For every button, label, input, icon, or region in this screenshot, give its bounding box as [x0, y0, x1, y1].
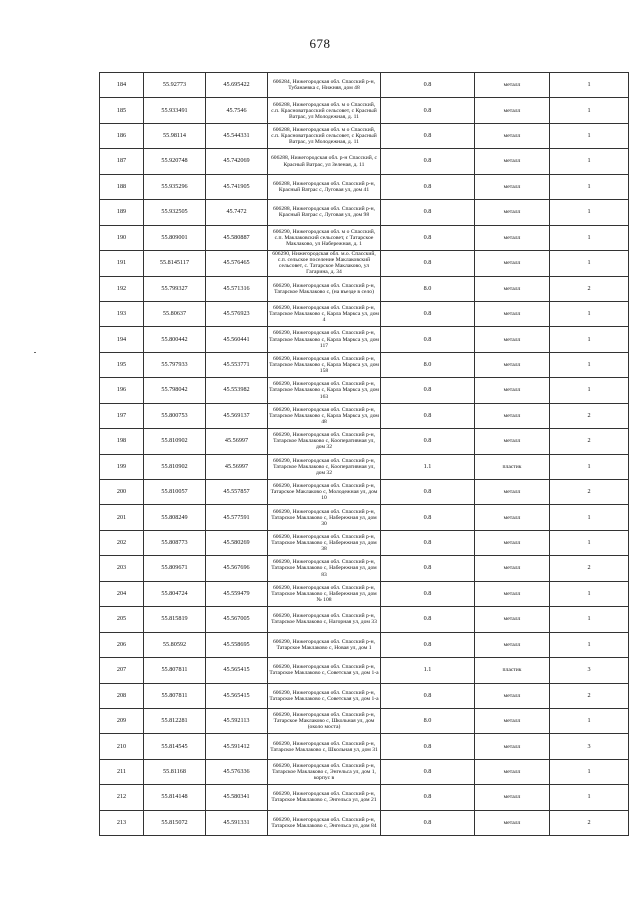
count-cell: 2 [550, 480, 629, 505]
table-row [100, 505, 629, 530]
longitude-cell: 45.580887 [206, 225, 268, 250]
count-cell: 1 [550, 785, 629, 810]
table-row [100, 454, 629, 479]
table-row [100, 200, 629, 225]
volume-cell: 0.8 [381, 683, 475, 708]
row-number-cell: 185 [100, 98, 144, 123]
row-number-cell: 193 [100, 301, 144, 326]
material-cell: металл [475, 276, 550, 301]
row-number-cell: 206 [100, 632, 144, 657]
longitude-cell: 45.553982 [206, 378, 268, 403]
table-row [100, 98, 629, 123]
row-number-cell: 187 [100, 149, 144, 174]
address-cell: 606290, Нижегородская обл. Спасский р-н, Татарское Маклаково с, Школьная ул, дом (около моста) [268, 708, 381, 733]
table-row [100, 734, 629, 759]
volume-cell: 0.8 [381, 556, 475, 581]
table-row [100, 123, 629, 148]
longitude-cell: 45.577591 [206, 505, 268, 530]
address-cell: 606288, Нижегородская обл. Спасский р-н, Красный Ватрас с, Луговая ул, дом 41 [268, 174, 381, 199]
longitude-cell: 45.565415 [206, 658, 268, 683]
material-cell: металл [475, 403, 550, 428]
table-row [100, 683, 629, 708]
table-row [100, 327, 629, 352]
material-cell: металл [475, 734, 550, 759]
volume-cell: 0.8 [381, 174, 475, 199]
volume-cell: 8.0 [381, 276, 475, 301]
row-number-cell: 211 [100, 759, 144, 784]
row-number-cell: 195 [100, 352, 144, 377]
material-cell: металл [475, 174, 550, 199]
count-cell: 1 [550, 251, 629, 276]
count-cell: 1 [550, 200, 629, 225]
row-number-cell: 191 [100, 251, 144, 276]
count-cell: 1 [550, 607, 629, 632]
table-row [100, 632, 629, 657]
address-cell: 606288, Нижегородская обл. м о Спасский, с.п. Красноватрасский сельсовет, с Красный Ватрас, ул Молодежная, д. 11 [268, 98, 381, 123]
volume-cell: 0.8 [381, 480, 475, 505]
volume-cell: 0.8 [381, 581, 475, 606]
material-cell: пластик [475, 454, 550, 479]
material-cell: металл [475, 225, 550, 250]
page-number: 678 [309, 36, 331, 51]
latitude-cell: 55.81168 [144, 759, 206, 784]
row-number-cell: 200 [100, 480, 144, 505]
address-cell: 606290, Нижегородская обл. м.о. Спасский, с.п. сельское поселение Маклаковский сельсовет, с. Татарское Маклаково, ул Гагарина, д. 34 [268, 251, 381, 276]
latitude-cell: 55.815072 [144, 810, 206, 835]
material-cell: пластик [475, 658, 550, 683]
volume-cell: 0.8 [381, 810, 475, 835]
count-cell: 2 [550, 683, 629, 708]
count-cell: 3 [550, 734, 629, 759]
latitude-cell: 55.810902 [144, 429, 206, 454]
volume-cell: 8.0 [381, 708, 475, 733]
table-row [100, 530, 629, 555]
latitude-cell: 55.807811 [144, 683, 206, 708]
material-cell: металл [475, 429, 550, 454]
address-cell: 606290, Нижегородская обл. Спасский р-н, Татарское Маклаково с, Молодежная ул, дом 10 [268, 480, 381, 505]
volume-cell: 0.8 [381, 759, 475, 784]
count-cell: 1 [550, 530, 629, 555]
latitude-cell: 55.80637 [144, 301, 206, 326]
address-cell: 606290, Нижегородская обл. Спасский р-н, Татарское Маклаково с, Энгельса ул, дом 21 [268, 785, 381, 810]
material-cell: металл [475, 759, 550, 784]
material-cell: металл [475, 352, 550, 377]
latitude-cell: 55.797933 [144, 352, 206, 377]
latitude-cell: 55.799327 [144, 276, 206, 301]
longitude-cell: 45.580269 [206, 530, 268, 555]
longitude-cell: 45.576923 [206, 301, 268, 326]
longitude-cell: 45.553771 [206, 352, 268, 377]
latitude-cell: 55.810057 [144, 480, 206, 505]
material-cell: металл [475, 530, 550, 555]
address-cell: 606290, Нижегородская обл. Спасский р-н, Татарское Маклаково с, Карла Маркса ул, дом 158 [268, 352, 381, 377]
count-cell: 2 [550, 403, 629, 428]
address-cell: 606290, Нижегородская обл. Спасский р-н, Татарское Маклаково с, Карла Маркса ул, дом 48 [268, 403, 381, 428]
volume-cell: 0.8 [381, 429, 475, 454]
material-cell: металл [475, 556, 550, 581]
longitude-cell: 45.567696 [206, 556, 268, 581]
volume-cell: 0.8 [381, 251, 475, 276]
count-cell: 1 [550, 149, 629, 174]
longitude-cell: 45.544331 [206, 123, 268, 148]
address-cell: 606290, Нижегородская обл. Спасский р-н, Татарское Маклаково с, Карла Маркса ул, дом 163 [268, 378, 381, 403]
address-cell: 606290, Нижегородская обл. Спасский р-н, Татарское Маклаково с, Кооперативная ул, дом 32 [268, 454, 381, 479]
count-cell: 1 [550, 123, 629, 148]
longitude-cell: 45.567005 [206, 607, 268, 632]
latitude-cell: 55.8145117 [144, 251, 206, 276]
address-cell: 606290, Нижегородская обл. Спасский р-н, Татарское Маклаково с, Набережная ул, дом 30 [268, 505, 381, 530]
material-cell: металл [475, 810, 550, 835]
longitude-cell: 45.569137 [206, 403, 268, 428]
longitude-cell: 45.576336 [206, 759, 268, 784]
row-number-cell: 202 [100, 530, 144, 555]
latitude-cell: 55.815819 [144, 607, 206, 632]
volume-cell: 0.8 [381, 327, 475, 352]
row-number-cell: 186 [100, 123, 144, 148]
volume-cell: 0.8 [381, 225, 475, 250]
longitude-cell: 45.571316 [206, 276, 268, 301]
latitude-cell: 55.804724 [144, 581, 206, 606]
container-sites-table [99, 72, 629, 836]
count-cell: 3 [550, 658, 629, 683]
count-cell: 2 [550, 556, 629, 581]
address-cell: 606290, Нижегородская обл. Спасский р-н, Татарское Маклаково с, Новая ул, дом 1 [268, 632, 381, 657]
longitude-cell: 45.591412 [206, 734, 268, 759]
address-cell: 606288, Нижегородская обл. Спасский р-н, Красный Ватрас с, Луговая ул, дом 98 [268, 200, 381, 225]
table-row [100, 301, 629, 326]
row-number-cell: 189 [100, 200, 144, 225]
table-row [100, 352, 629, 377]
longitude-cell: 45.558695 [206, 632, 268, 657]
material-cell: металл [475, 683, 550, 708]
material-cell: металл [475, 607, 550, 632]
row-number-cell: 213 [100, 810, 144, 835]
row-number-cell: 192 [100, 276, 144, 301]
row-number-cell: 210 [100, 734, 144, 759]
volume-cell: 8.0 [381, 352, 475, 377]
latitude-cell: 55.92773 [144, 73, 206, 98]
row-number-cell: 188 [100, 174, 144, 199]
volume-cell: 1.1 [381, 454, 475, 479]
address-cell: 606288, Нижегородская обл. м о Спасский, с.п. Красноватрасский сельсовет, с Красный Ватрас, ул Молодежная, д. 11 [268, 123, 381, 148]
material-cell: металл [475, 149, 550, 174]
volume-cell: 0.8 [381, 378, 475, 403]
latitude-cell: 55.800753 [144, 403, 206, 428]
longitude-cell: 45.576465 [206, 251, 268, 276]
table-body [100, 73, 629, 836]
latitude-cell: 55.798042 [144, 378, 206, 403]
table-row [100, 480, 629, 505]
volume-cell: 0.8 [381, 505, 475, 530]
volume-cell: 1.1 [381, 658, 475, 683]
row-number-cell: 204 [100, 581, 144, 606]
count-cell: 1 [550, 708, 629, 733]
latitude-cell: 55.809001 [144, 225, 206, 250]
count-cell: 1 [550, 301, 629, 326]
volume-cell: 0.8 [381, 98, 475, 123]
material-cell: металл [475, 251, 550, 276]
count-cell: 1 [550, 225, 629, 250]
address-cell: 606290, Нижегородская обл. Спасский р-н, Татарское Маклаково с, (на въезде в село) [268, 276, 381, 301]
latitude-cell: 55.807811 [144, 658, 206, 683]
latitude-cell: 55.810902 [144, 454, 206, 479]
longitude-cell: 45.56997 [206, 429, 268, 454]
latitude-cell: 55.808249 [144, 505, 206, 530]
address-cell: 606290, Нижегородская обл. Спасский р-н, Татарское Маклаково с, Энгельса ул, дом 1, корпус в [268, 759, 381, 784]
volume-cell: 0.8 [381, 73, 475, 98]
table-row [100, 810, 629, 835]
longitude-cell: 45.7546 [206, 98, 268, 123]
latitude-cell: 55.809671 [144, 556, 206, 581]
material-cell: металл [475, 378, 550, 403]
count-cell: 1 [550, 632, 629, 657]
table-row [100, 581, 629, 606]
table-row [100, 785, 629, 810]
row-number-cell: 212 [100, 785, 144, 810]
address-cell: 606290, Нижегородская обл. Спасский р-н, Татарское Маклаково с, Набережная ул, дом 83 [268, 556, 381, 581]
latitude-cell: 55.814148 [144, 785, 206, 810]
material-cell: металл [475, 480, 550, 505]
table-row [100, 251, 629, 276]
volume-cell: 0.8 [381, 530, 475, 555]
volume-cell: 0.8 [381, 734, 475, 759]
material-cell: металл [475, 708, 550, 733]
longitude-cell: 45.56997 [206, 454, 268, 479]
material-cell: металл [475, 581, 550, 606]
longitude-cell: 45.695422 [206, 73, 268, 98]
address-cell: 606284, Нижегородская обл. Спасский р-н, Тубанаевка с, Нижняя, дом 48 [268, 73, 381, 98]
count-cell: 1 [550, 174, 629, 199]
address-cell: 606288, Нижегородская обл. р-н Спасский, с Красный Ватрас, ул Зеленая, д. 11 [268, 149, 381, 174]
count-cell: 1 [550, 98, 629, 123]
count-cell: 1 [550, 352, 629, 377]
table-row [100, 658, 629, 683]
address-cell: 606290, Нижегородская обл. Спасский р-н, Татарское Маклаково с, Кооперативная ул, дом 32 [268, 429, 381, 454]
table-row [100, 759, 629, 784]
longitude-cell: 45.592113 [206, 708, 268, 733]
count-cell: 1 [550, 759, 629, 784]
row-number-cell: 203 [100, 556, 144, 581]
latitude-cell: 55.80592 [144, 632, 206, 657]
row-number-cell: 199 [100, 454, 144, 479]
longitude-cell: 45.7472 [206, 200, 268, 225]
row-number-cell: 198 [100, 429, 144, 454]
latitude-cell: 55.920748 [144, 149, 206, 174]
count-cell: 1 [550, 327, 629, 352]
latitude-cell: 55.808773 [144, 530, 206, 555]
table-row [100, 174, 629, 199]
table-row [100, 429, 629, 454]
scan-speck [34, 352, 36, 353]
data-table-container [99, 72, 628, 836]
latitude-cell: 55.814545 [144, 734, 206, 759]
material-cell: металл [475, 123, 550, 148]
latitude-cell: 55.935296 [144, 174, 206, 199]
volume-cell: 0.8 [381, 200, 475, 225]
address-cell: 606290, Нижегородская обл. Спасский р-н, Татарское Маклаково с, Набережная ул, дом № 108 [268, 581, 381, 606]
count-cell: 1 [550, 454, 629, 479]
address-cell: 606290, Нижегородская обл. Спасский р-н, Татарское Маклаково с, Энгельса ул, дом 84 [268, 810, 381, 835]
volume-cell: 0.8 [381, 607, 475, 632]
table-row [100, 149, 629, 174]
volume-cell: 0.8 [381, 632, 475, 657]
longitude-cell: 45.580341 [206, 785, 268, 810]
address-cell: 606290, Нижегородская обл. м о Спасский, с.п. Маклаковский сельсовет, с Татарское Маклаково, ул Набережная, д. 1 [268, 225, 381, 250]
count-cell: 1 [550, 505, 629, 530]
material-cell: металл [475, 327, 550, 352]
row-number-cell: 201 [100, 505, 144, 530]
longitude-cell: 45.741905 [206, 174, 268, 199]
table-row [100, 276, 629, 301]
latitude-cell: 55.932505 [144, 200, 206, 225]
material-cell: металл [475, 785, 550, 810]
row-number-cell: 209 [100, 708, 144, 733]
table-row [100, 607, 629, 632]
latitude-cell: 55.812281 [144, 708, 206, 733]
row-number-cell: 205 [100, 607, 144, 632]
volume-cell: 0.8 [381, 301, 475, 326]
address-cell: 606290, Нижегородская обл. Спасский р-н, Татарское Маклаково с, Карла Маркса ул, дом 117 [268, 327, 381, 352]
material-cell: металл [475, 301, 550, 326]
latitude-cell: 55.933491 [144, 98, 206, 123]
longitude-cell: 45.559479 [206, 581, 268, 606]
longitude-cell: 45.560441 [206, 327, 268, 352]
material-cell: металл [475, 73, 550, 98]
count-cell: 1 [550, 378, 629, 403]
row-number-cell: 194 [100, 327, 144, 352]
address-cell: 606290, Нижегородская обл. Спасский р-н, Татарское Маклаково с, Советская ул, дом 1-а [268, 658, 381, 683]
row-number-cell: 208 [100, 683, 144, 708]
material-cell: металл [475, 632, 550, 657]
table-row [100, 73, 629, 98]
count-cell: 1 [550, 73, 629, 98]
material-cell: металл [475, 98, 550, 123]
material-cell: металл [475, 505, 550, 530]
volume-cell: 0.8 [381, 785, 475, 810]
address-cell: 606290, Нижегородская обл. Спасский р-н, Татарское Маклаково с, Нагорная ул, дом 33 [268, 607, 381, 632]
address-cell: 606290, Нижегородская обл. Спасский р-н, Татарское Маклаково с, Набережная ул, дом 38 [268, 530, 381, 555]
longitude-cell: 45.557857 [206, 480, 268, 505]
latitude-cell: 55.98114 [144, 123, 206, 148]
material-cell: металл [475, 200, 550, 225]
row-number-cell: 184 [100, 73, 144, 98]
address-cell: 606290, Нижегородская обл. Спасский р-н, Татарское Маклаково с, Советская ул, дом 1-а [268, 683, 381, 708]
count-cell: 2 [550, 429, 629, 454]
table-row [100, 708, 629, 733]
row-number-cell: 197 [100, 403, 144, 428]
volume-cell: 0.8 [381, 149, 475, 174]
count-cell: 1 [550, 581, 629, 606]
latitude-cell: 55.800442 [144, 327, 206, 352]
address-cell: 606290, Нижегородская обл. Спасский р-н, Татарское Маклаково с, Карла Маркса ул, дом 4 [268, 301, 381, 326]
volume-cell: 0.8 [381, 123, 475, 148]
table-row [100, 225, 629, 250]
longitude-cell: 45.742069 [206, 149, 268, 174]
row-number-cell: 207 [100, 658, 144, 683]
row-number-cell: 190 [100, 225, 144, 250]
table-row [100, 403, 629, 428]
table-row [100, 556, 629, 581]
row-number-cell: 196 [100, 378, 144, 403]
longitude-cell: 45.591331 [206, 810, 268, 835]
count-cell: 2 [550, 810, 629, 835]
address-cell: 606290, Нижегородская обл. Спасский р-н, Татарское Маклаково с, Школьная ул, дом 31 [268, 734, 381, 759]
longitude-cell: 45.565415 [206, 683, 268, 708]
table-row [100, 378, 629, 403]
count-cell: 2 [550, 276, 629, 301]
volume-cell: 0.8 [381, 403, 475, 428]
